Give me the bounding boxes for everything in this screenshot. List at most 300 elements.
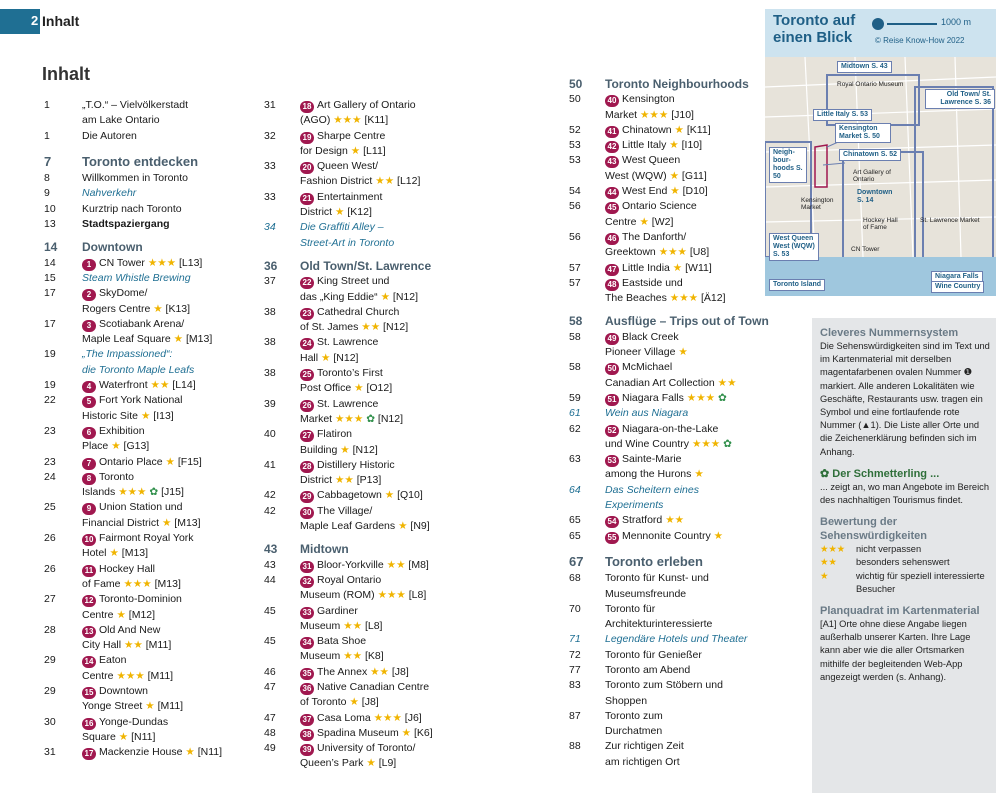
sight-number-badge: 48 xyxy=(605,279,619,291)
toc-page-number: 71 xyxy=(569,633,581,646)
toc-entry-title: Legendäre Hotels und Theater xyxy=(605,633,748,646)
toc-entry-title: Fort York National xyxy=(99,394,183,407)
toc-entry-title: Chinatown xyxy=(622,123,672,136)
sight-number-badge: 23 xyxy=(300,308,314,320)
toc-page-number: 58 xyxy=(569,314,583,329)
toc-page-number: 56 xyxy=(569,200,581,213)
toc-page-number: 17 xyxy=(44,287,56,300)
toc-entry-title: Kurztrip nach Toronto xyxy=(82,202,182,215)
grid-reference: [L13] xyxy=(179,256,203,269)
rating-stars: ★ xyxy=(713,529,724,542)
toc-entry-title: Toronto zum xyxy=(605,709,663,722)
toc-entry xyxy=(567,617,772,632)
toc-page-number: 88 xyxy=(569,740,581,753)
grid-reference: [G11] xyxy=(681,169,707,182)
grid-reference: [K8] xyxy=(364,650,384,663)
toc-entry-title: Experiments xyxy=(605,499,664,512)
grid-reference: [N11] xyxy=(131,730,156,743)
rating-stars: ★ xyxy=(669,139,679,152)
grid-reference: [L9] xyxy=(378,757,397,770)
toc-entry-title: Spadina Museum xyxy=(317,726,399,739)
rating-stars: ★ xyxy=(670,185,680,198)
grid-reference: [M11] xyxy=(147,669,174,682)
toc-entry xyxy=(567,724,772,739)
toc-entry-title: Union Station und xyxy=(99,501,183,514)
toc-page-number: 33 xyxy=(264,190,276,203)
grid-reference: [M13] xyxy=(174,516,201,529)
toc-page-number xyxy=(262,473,300,488)
sight-number-badge: 4 xyxy=(82,381,96,393)
toc-entry xyxy=(42,745,242,760)
toc-entry-title: Queen’s Park xyxy=(300,757,364,770)
butterfly-icon: ✿ xyxy=(723,437,732,450)
map-label-chinatown: Chinatown S. 52 xyxy=(839,149,901,161)
toc-entry-title: Toronto Neighbourhoods xyxy=(605,77,749,91)
sight-number-badge: 3 xyxy=(82,320,96,332)
toc-entry-title: Durchatmen xyxy=(605,725,663,738)
toc-page-number: 46 xyxy=(264,665,276,678)
rating-stars: ★★★ xyxy=(123,577,152,590)
sight-number-badge: 30 xyxy=(300,507,314,519)
sight-number-badge: 47 xyxy=(605,264,619,276)
grid-reference: [K13] xyxy=(165,302,191,315)
toc-entry xyxy=(42,439,242,454)
toc-entry-title: The Annex xyxy=(317,665,368,678)
toc-page-number: 54 xyxy=(569,185,581,198)
toc-page-number: 36 xyxy=(264,258,278,273)
toc-entry-title: Fashion District xyxy=(300,175,373,188)
grid-reference: [J10] xyxy=(671,108,694,121)
sight-number-badge: 12 xyxy=(82,595,96,607)
toc-entry-title: Nahverkehr xyxy=(82,187,137,200)
toc-entry xyxy=(42,393,242,408)
sidebar-heading-butterfly: ✿ Der Schmetterling ... xyxy=(820,467,940,480)
toc-page-number xyxy=(567,376,605,391)
toc-entry xyxy=(42,500,242,515)
toc-page-number xyxy=(567,694,605,709)
rating-stars: ★ xyxy=(153,302,163,315)
toc-page-number: 19 xyxy=(44,348,56,361)
toc-entry xyxy=(262,174,517,189)
toc-entry-title: Financial District xyxy=(82,516,160,529)
toc-entry xyxy=(42,363,242,378)
rating-stars: ★★★ xyxy=(658,246,687,259)
toc-entry xyxy=(567,437,772,452)
sight-number-badge: 18 xyxy=(300,101,314,113)
rating-stars: ★★★ xyxy=(373,711,402,724)
toc-entry-title: Art Gallery of Ontario xyxy=(317,99,416,111)
toc-page-number xyxy=(262,519,300,534)
toc-entry-title: Old And New xyxy=(99,623,161,636)
toc-page-number: 61 xyxy=(569,407,581,420)
toc-page-number xyxy=(567,215,605,230)
toc-entry xyxy=(567,529,772,544)
sight-number-badge: 16 xyxy=(82,718,96,730)
rating-stars: ★ xyxy=(185,746,195,759)
grid-reference: [M8] xyxy=(408,558,429,571)
toc-page-number: 45 xyxy=(264,604,276,617)
toc-entry xyxy=(567,276,772,291)
toc-entry-title: Casa Loma xyxy=(317,711,371,724)
rating-stars: ★★ xyxy=(335,474,354,487)
rating-stars: ★★ xyxy=(370,665,389,678)
toc-entry-title: Ontario Place xyxy=(99,455,163,468)
toc-entry xyxy=(42,562,242,577)
toc-page-number xyxy=(567,724,605,739)
rating-stars: ★ xyxy=(116,608,126,621)
toc-entry-title: District xyxy=(300,474,333,487)
toc-page-number: 53 xyxy=(569,154,581,167)
toc-entry-title: of Fame xyxy=(82,577,121,590)
toc-entry-title: Fairmont Royal York xyxy=(99,532,194,545)
toc-entry-title: Kensington xyxy=(622,93,675,106)
grid-reference: [J8] xyxy=(391,665,409,678)
sight-number-badge: 49 xyxy=(605,333,619,345)
toc-page-number: 43 xyxy=(264,558,276,571)
toc-entry-title: City Hall xyxy=(82,639,122,652)
toc-entry xyxy=(567,199,772,214)
toc-entry xyxy=(262,274,517,289)
sight-number-badge: 34 xyxy=(300,637,314,649)
sight-number-badge: 37 xyxy=(300,714,314,726)
toc-column-3 xyxy=(567,69,772,770)
toc-page-number: 17 xyxy=(44,317,56,330)
toc-page-number xyxy=(262,113,300,128)
toc-entry-title: of St. James xyxy=(300,321,359,334)
toc-entry-title: Centre xyxy=(82,608,114,621)
toc-page-number: 26 xyxy=(44,532,56,545)
toc-entry-title: CN Tower xyxy=(99,256,145,269)
rating-stars: ★ xyxy=(145,700,155,713)
toc-entry xyxy=(42,638,242,653)
grid-reference: [M13] xyxy=(154,577,181,590)
toc-entry xyxy=(567,554,772,569)
toc-entry-title: Stadtspaziergang xyxy=(82,218,170,231)
toc-page-number xyxy=(262,649,300,664)
toc-entry xyxy=(42,347,242,362)
toc-entry-title: King Street und xyxy=(317,275,390,288)
toc-page-number xyxy=(42,730,82,745)
toc-entry xyxy=(567,138,772,153)
toc-entry xyxy=(42,171,242,186)
rating-stars: ★★★ xyxy=(118,486,147,499)
toc-entry-title: Das Scheitern eines xyxy=(605,483,699,496)
sight-number-badge: 39 xyxy=(300,744,314,756)
toc-page-number: 24 xyxy=(44,470,56,483)
sight-number-badge: 43 xyxy=(605,156,619,168)
map-label-ago: Art Gallery of Ontario xyxy=(853,169,891,183)
sight-number-badge: 17 xyxy=(82,748,96,760)
sight-number-badge: 46 xyxy=(605,233,619,245)
sight-number-badge: 21 xyxy=(300,193,314,205)
toc-page-number xyxy=(42,638,82,653)
toc-entry-title: Cabbagetown xyxy=(317,489,382,502)
toc-entry xyxy=(262,588,517,603)
toc-page-number: 52 xyxy=(569,123,581,136)
toc-page-number xyxy=(262,174,300,189)
toc-page-number: 70 xyxy=(569,602,581,615)
toc-entry-title: Street-Art in Toronto xyxy=(300,236,395,249)
rating-stars: ★ xyxy=(674,123,684,136)
toc-page-number: 68 xyxy=(569,572,581,585)
toc-entry xyxy=(567,360,772,375)
grid-reference: [M13] xyxy=(186,333,213,346)
toc-page-number: 43 xyxy=(264,542,278,557)
toc-entry xyxy=(42,409,242,424)
toc-entry xyxy=(567,739,772,754)
grid-reference: [G13] xyxy=(123,440,150,453)
rating-stars: ★ xyxy=(165,455,175,468)
toc-entry xyxy=(262,680,517,695)
running-header: Inhalt xyxy=(42,13,80,29)
grid-reference: [N12] xyxy=(377,412,404,425)
toc-entry-title: St. Lawrence xyxy=(317,336,379,349)
toc-entry-title: SkyDome/ xyxy=(99,287,148,300)
toc-page-number xyxy=(262,588,300,603)
toc-page-number xyxy=(567,437,605,452)
sight-number-badge: 1 xyxy=(82,259,96,271)
sight-number-badge: 7 xyxy=(82,458,96,470)
toc-entry-title: Steam Whistle Brewing xyxy=(82,271,191,284)
toc-entry xyxy=(42,546,242,561)
toc-entry-title: Old Town/St. Lawrence xyxy=(300,258,432,273)
toc-entry xyxy=(567,498,772,513)
sight-number-badge: 32 xyxy=(300,576,314,588)
toc-entry-title: (AGO) xyxy=(300,114,331,127)
sidebar-text-numbering: Die Sehenswürdigkeiten sind im Text und im Kartenmaterial mit derselben magentafarbenen ovalen Nummer ❶ markiert. Alle anderen Lokalitäten wie Geschäfte, Restaurants usw. tragen ein Symbol und eine fortlaufende rote Nummer (▲1). Die Liste aller Orte und die Zeichenerklärung befinden sich im Anhang. xyxy=(820,341,990,457)
toc-entry-title: Die Graffiti Alley – xyxy=(300,221,384,234)
toc-page-number: 65 xyxy=(569,529,581,542)
toc-entry xyxy=(567,678,772,693)
map-label-oldtown: Old Town/ St. Lawrence S. 36 xyxy=(925,89,995,109)
grid-reference: [J15] xyxy=(161,486,184,499)
sight-number-badge: 20 xyxy=(300,162,314,174)
toc-page-number: 39 xyxy=(264,397,276,410)
toc-entry-title: Toronto entdecken xyxy=(82,153,199,169)
grid-reference: [N12] xyxy=(383,321,409,334)
toc-entry-title: Museum xyxy=(300,650,341,663)
map-header xyxy=(765,9,996,57)
map-label-midtown: Midtown S. 43 xyxy=(837,61,892,73)
scale-label: 1000 m xyxy=(941,17,972,27)
toc-entry xyxy=(262,604,517,619)
toc-entry xyxy=(42,516,242,531)
toc-entry xyxy=(42,317,242,332)
toc-entry-title: Zur richtigen Zeit xyxy=(605,740,684,753)
grid-reference: [O12] xyxy=(366,382,393,395)
toc-page-number: 65 xyxy=(569,514,581,527)
toc-page-number: 29 xyxy=(44,684,56,697)
toc-entry xyxy=(567,513,772,528)
toc-page-number xyxy=(262,320,300,335)
toc-entry-title: Little India xyxy=(622,261,670,274)
rating-stars: ★ xyxy=(639,215,649,228)
toc-entry xyxy=(42,577,242,592)
toc-entry xyxy=(567,92,772,107)
toc-entry-title: Entertainment xyxy=(317,190,383,203)
toc-entry xyxy=(567,230,772,245)
toc-entry xyxy=(567,153,772,168)
grid-reference: [F15] xyxy=(177,455,202,468)
toc-entry-title: Canadian Art Collection xyxy=(605,376,715,389)
toc-entry xyxy=(567,261,772,276)
toc-page-number xyxy=(567,498,605,513)
toc-entry-title: Maple Leaf Gardens xyxy=(300,520,396,533)
toc-entry-title: am richtigen Ort xyxy=(605,755,680,768)
toc-entry xyxy=(262,305,517,320)
toc-entry xyxy=(42,669,242,684)
toc-page-number: 47 xyxy=(264,680,276,693)
toc-page-number: 87 xyxy=(569,709,581,722)
rating-stars: ★★★ xyxy=(691,437,721,450)
toc-entry-title: „T.O.“ – Vielvölkerstadt xyxy=(82,99,189,111)
sight-number-badge: 28 xyxy=(300,461,314,473)
sight-number-badge: 36 xyxy=(300,683,314,695)
toc-entry xyxy=(42,286,242,301)
toc-entry-title: Niagara-on-the-Lake xyxy=(622,422,719,435)
toc-entry-title: am Lake Ontario xyxy=(82,114,160,127)
toc-entry-title: Islands xyxy=(82,486,116,499)
toc-entry xyxy=(262,619,517,634)
toc-entry xyxy=(567,108,772,123)
map-label-littleitaly: Little Italy S. 53 xyxy=(813,109,872,121)
toc-entry xyxy=(567,169,772,184)
toc-page-number xyxy=(42,409,82,424)
toc-entry-title: Hotel xyxy=(82,547,107,560)
toc-entry xyxy=(42,715,242,730)
grid-reference: [N11] xyxy=(197,746,223,759)
toc-entry-title: Toronto für Genießer xyxy=(605,648,702,661)
toc-page-number: 57 xyxy=(569,276,581,289)
toc-page-number: 8 xyxy=(44,172,50,185)
toc-entry-title: Square xyxy=(82,730,116,743)
rating-stars: ★ xyxy=(173,333,184,346)
toc-page-number: 57 xyxy=(569,261,581,274)
toc-entry xyxy=(42,608,242,623)
toc-page-number xyxy=(262,443,300,458)
toc-page-number: 29 xyxy=(44,654,56,667)
toc-page-number: 26 xyxy=(44,562,56,575)
map-label-wine: Wine Country xyxy=(931,281,984,293)
rating-stars: ★★★ xyxy=(640,108,669,121)
rating-stars: ★★ xyxy=(343,619,363,632)
toc-entry-title: Rogers Centre xyxy=(82,302,151,315)
toc-entry xyxy=(567,345,772,360)
toc-entry xyxy=(567,314,772,329)
toc-entry-title: Midtown xyxy=(300,542,349,557)
toc-page-number xyxy=(567,108,605,123)
grid-reference: [K11] xyxy=(686,123,711,136)
sight-number-badge: 6 xyxy=(82,427,96,439)
rating-stars: ★ xyxy=(161,516,172,529)
sight-number-badge: 52 xyxy=(605,425,619,437)
butterfly-icon: ✿ xyxy=(366,412,375,425)
rating-stars: ★ xyxy=(109,547,119,560)
grid-reference: [M12] xyxy=(128,608,156,621)
toc-entry-title: Mackenzie House xyxy=(99,746,183,759)
sight-number-badge: 33 xyxy=(300,607,314,619)
sight-number-badge: 27 xyxy=(300,430,314,442)
toc-entry xyxy=(567,602,772,617)
toc-page-number xyxy=(42,363,82,378)
sight-number-badge: 14 xyxy=(82,656,96,668)
toc-page-number: 33 xyxy=(264,160,276,173)
toc-entry xyxy=(567,291,772,306)
page-number: 2 xyxy=(31,13,39,28)
grid-reference: [Q10] xyxy=(397,489,423,502)
sidebar-text-butterfly: ... zeigt an, wo man Angebote im Bereich des nachhaltigen Tourismus findet. xyxy=(820,481,989,506)
toc-entry-title: die Toronto Maple Leafs xyxy=(82,363,195,376)
sight-number-badge: 29 xyxy=(300,491,314,503)
toc-entry-title: Niagara Falls xyxy=(622,391,684,404)
toc-entry-title: St. Lawrence xyxy=(317,397,379,410)
toc-page-number: 27 xyxy=(44,593,56,606)
toc-entry xyxy=(567,587,772,602)
toc-entry xyxy=(262,649,517,664)
toc-page-number: 38 xyxy=(264,336,276,349)
toc-entry xyxy=(262,519,517,534)
toc-page-number: 9 xyxy=(44,187,50,200)
toc-entry-title: Historic Site xyxy=(82,409,139,422)
toc-entry-title: Architekturinteressierte xyxy=(605,618,713,631)
toc-page-number: 83 xyxy=(569,679,581,692)
toc-entry xyxy=(42,730,242,745)
toc-entry xyxy=(262,756,517,771)
toc-page-number xyxy=(567,169,605,184)
toc-page-number: 56 xyxy=(569,230,581,243)
toc-page-number: 25 xyxy=(44,501,56,514)
sight-number-badge: 15 xyxy=(82,687,96,699)
butterfly-icon: ✿ xyxy=(149,486,159,499)
toc-page-number xyxy=(567,345,605,360)
toc-page-number: 13 xyxy=(44,218,56,231)
toc-entry xyxy=(567,571,772,586)
toc-page-number xyxy=(262,205,300,220)
toc-entry xyxy=(42,113,242,128)
toc-entry xyxy=(262,665,517,680)
toc-entry-title: Gardiner xyxy=(317,604,358,617)
toc-entry-title: Exhibition xyxy=(99,424,145,437)
grid-reference: [L8] xyxy=(364,619,383,632)
sight-number-badge: 2 xyxy=(82,289,96,301)
compass-icon xyxy=(872,18,884,30)
grid-reference: [L12] xyxy=(397,175,421,188)
grid-reference: [K6] xyxy=(413,726,433,739)
toc-page-number: 23 xyxy=(44,455,56,468)
grid-reference: [W11] xyxy=(685,261,712,274)
toc-entry-title: Museumsfreunde xyxy=(605,587,687,600)
toc-column-2 xyxy=(262,98,517,772)
toc-entry-title: und Wine Country xyxy=(605,437,690,450)
toc-entry-title: Maple Leaf Square xyxy=(82,333,171,346)
rating-stars: ★★★ xyxy=(333,114,362,127)
toc-page-number xyxy=(567,587,605,602)
rating-stars: ★ xyxy=(140,409,151,422)
toc-entry xyxy=(42,202,242,217)
rating-stars: ★ xyxy=(398,520,408,533)
toc-entry xyxy=(262,190,517,205)
toc-page-number: 53 xyxy=(569,139,581,152)
rating-row-3: ★★★ nicht verpassen xyxy=(820,544,922,555)
toc-entry xyxy=(42,653,242,668)
toc-entry xyxy=(262,412,517,427)
toc-entry-title: Downtown xyxy=(99,684,149,697)
toc-page-number: 42 xyxy=(264,504,276,517)
rating-stars: ★ xyxy=(350,144,361,157)
toc-entry-title: Queen West/ xyxy=(317,160,379,173)
sight-number-badge: 22 xyxy=(300,277,314,289)
toc-entry-title: Post Office xyxy=(300,382,352,395)
